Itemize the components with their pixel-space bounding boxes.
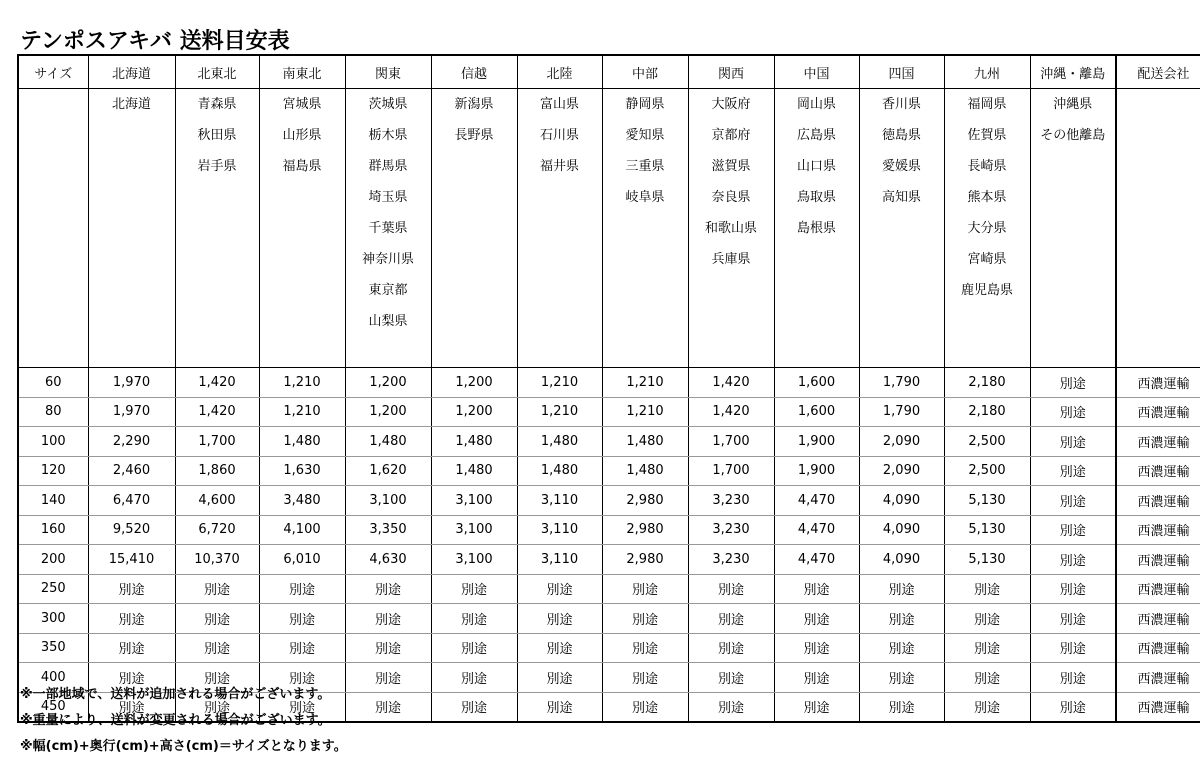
rate-cell: 1,480: [345, 427, 431, 457]
rate-cell: 1,700: [688, 427, 774, 457]
table-row: [18, 397, 1200, 427]
rate-cell: 別途: [1030, 574, 1116, 604]
prefecture-name: 長崎県: [967, 159, 1007, 174]
rate-cell: 別途: [774, 633, 859, 663]
region-prefectures: [859, 89, 944, 368]
carrier-cell: 西濃運輸: [1116, 633, 1200, 663]
column-header: 配送会社: [1116, 55, 1200, 89]
rate-cell: 3,230: [688, 486, 774, 516]
rate-cell: 1,200: [431, 368, 517, 398]
prefecture-name: 岐阜県: [625, 190, 665, 205]
column-header: 沖縄・離島: [1030, 55, 1116, 89]
rate-cell: 別途: [859, 692, 944, 722]
rate-cell: 4,630: [345, 545, 431, 575]
rate-cell: 1,970: [88, 397, 175, 427]
rate-cell: 別途: [774, 604, 859, 634]
rate-cell: 別途: [774, 663, 859, 693]
rate-cell: 2,980: [602, 486, 688, 516]
column-header: 関東: [345, 55, 431, 89]
prefecture-name: 島根県: [796, 221, 836, 236]
rate-cell: 4,090: [859, 515, 944, 545]
rate-cell: 1,790: [859, 397, 944, 427]
prefecture-name: 福岡県: [967, 97, 1007, 112]
rate-cell: 4,470: [774, 545, 859, 575]
prefecture-name: 東京都: [368, 283, 408, 298]
region-prefectures: [774, 89, 859, 368]
rate-cell: 1,620: [345, 456, 431, 486]
table-row: [18, 515, 1200, 545]
rate-cell: 別途: [859, 604, 944, 634]
size-cell: 160: [18, 515, 88, 545]
rate-cell: 2,090: [859, 456, 944, 486]
carrier-cell: 西濃運輸: [1116, 574, 1200, 604]
rate-cell: 別途: [1030, 545, 1116, 575]
rate-cell: 5,130: [944, 486, 1030, 516]
rate-cell: 別途: [859, 574, 944, 604]
prefecture-name: 大分県: [967, 221, 1007, 236]
rate-cell: 2,980: [602, 515, 688, 545]
rate-cell: 別途: [688, 633, 774, 663]
column-header: 関西: [688, 55, 774, 89]
size-cell: 400: [18, 663, 88, 693]
size-cell: 80: [18, 397, 88, 427]
prefecture-name: 岩手県: [197, 159, 237, 174]
shipping-rate-table: [17, 54, 1200, 723]
rate-cell: 別途: [859, 663, 944, 693]
rate-cell: 別途: [88, 574, 175, 604]
notes: [20, 682, 347, 760]
rate-cell: 3,110: [517, 545, 602, 575]
rate-cell: 別途: [175, 633, 259, 663]
rate-cell: 別途: [944, 633, 1030, 663]
rate-cell: 9,520: [88, 515, 175, 545]
rate-cell: 1,480: [602, 456, 688, 486]
rate-cell: 1,420: [175, 368, 259, 398]
prefecture-name: 山梨県: [368, 314, 408, 329]
size-cell: 200: [18, 545, 88, 575]
rate-cell: 1,210: [517, 368, 602, 398]
prefecture-name: 徳島県: [881, 128, 921, 143]
region-prefectures: [259, 89, 345, 368]
prefecture-name: 富山県: [539, 97, 579, 112]
rate-cell: 別途: [345, 574, 431, 604]
rate-cell: 2,290: [88, 427, 175, 457]
rate-cell: 2,180: [944, 368, 1030, 398]
carrier-cell: 西濃運輸: [1116, 545, 1200, 575]
prefecture-name: 岡山県: [796, 97, 836, 112]
rate-cell: 別途: [175, 604, 259, 634]
rate-cell: 別途: [88, 604, 175, 634]
table-row: [18, 545, 1200, 575]
rate-cell: 1,630: [259, 456, 345, 486]
prefecture-name: 埼玉県: [368, 190, 408, 205]
prefecture-row: [18, 89, 1200, 368]
rate-cell: 別途: [602, 663, 688, 693]
column-header: 中部: [602, 55, 688, 89]
region-prefectures: [88, 89, 175, 368]
size-cell: 300: [18, 604, 88, 634]
rate-cell: 3,110: [517, 486, 602, 516]
rate-cell: 別途: [688, 692, 774, 722]
prefecture-name: 高知県: [881, 190, 921, 205]
prefecture-name: 熊本県: [967, 190, 1007, 205]
rate-cell: 1,860: [175, 456, 259, 486]
rate-cell: 4,090: [859, 486, 944, 516]
rate-cell: 別途: [1030, 486, 1116, 516]
rate-cell: 2,090: [859, 427, 944, 457]
prefecture-name: 山形県: [282, 128, 322, 143]
prefecture-name: 福井県: [539, 159, 579, 174]
size-cell: 350: [18, 633, 88, 663]
prefecture-name: 大阪府: [711, 97, 751, 112]
rate-cell: 別途: [944, 692, 1030, 722]
column-header: 信越: [431, 55, 517, 89]
rate-cell: 1,900: [774, 456, 859, 486]
rate-cell: 別途: [944, 604, 1030, 634]
rate-cell: 3,100: [431, 486, 517, 516]
rate-cell: 別途: [1030, 397, 1116, 427]
prefecture-name: 滋賀県: [711, 159, 751, 174]
table-row: [18, 456, 1200, 486]
rate-cell: 3,230: [688, 545, 774, 575]
prefecture-name: 群馬県: [368, 159, 408, 174]
rate-cell: 別途: [431, 663, 517, 693]
prefecture-name: 福島県: [282, 159, 322, 174]
rate-cell: 別途: [175, 663, 259, 693]
size-cell: 140: [18, 486, 88, 516]
column-header: 中国: [774, 55, 859, 89]
size-cell: 450: [18, 692, 88, 722]
rate-cell: 別途: [859, 633, 944, 663]
carrier-cell: 西濃運輸: [1116, 368, 1200, 398]
rate-cell: 1,210: [259, 368, 345, 398]
prefecture-name: 鳥取県: [796, 190, 836, 205]
column-header: サイズ: [18, 55, 88, 89]
rate-cell: 2,980: [602, 545, 688, 575]
prefecture-name: 青森県: [197, 97, 237, 112]
prefecture-name: 秋田県: [197, 128, 237, 143]
prefecture-name: 神奈川県: [361, 252, 414, 267]
rate-cell: 3,350: [345, 515, 431, 545]
region-prefectures: [1116, 89, 1200, 368]
prefecture-name: 愛媛県: [881, 159, 921, 174]
size-cell: 60: [18, 368, 88, 398]
rate-cell: 別途: [431, 633, 517, 663]
rate-cell: 別途: [517, 604, 602, 634]
region-prefectures: [688, 89, 774, 368]
rate-cell: 別途: [774, 692, 859, 722]
rate-cell: 別途: [259, 604, 345, 634]
carrier-cell: 西濃運輸: [1116, 604, 1200, 634]
rate-cell: 6,470: [88, 486, 175, 516]
column-header: 北東北: [175, 55, 259, 89]
rate-cell: 別途: [602, 633, 688, 663]
rate-cell: 10,370: [175, 545, 259, 575]
rate-cell: 1,200: [431, 397, 517, 427]
region-prefectures: [517, 89, 602, 368]
rate-cell: 別途: [944, 574, 1030, 604]
rate-cell: 15,410: [88, 545, 175, 575]
carrier-cell: 西濃運輸: [1116, 692, 1200, 722]
table-row: [18, 486, 1200, 516]
rate-cell: 別途: [774, 574, 859, 604]
region-prefectures: [944, 89, 1030, 368]
rate-cell: 別途: [88, 633, 175, 663]
rate-cell: 5,130: [944, 545, 1030, 575]
prefecture-name: 三重県: [625, 159, 665, 174]
rate-cell: 別途: [517, 692, 602, 722]
carrier-cell: 西濃運輸: [1116, 397, 1200, 427]
rate-cell: 別途: [345, 692, 431, 722]
prefecture-name: 千葉県: [368, 221, 408, 236]
size-cell: 100: [18, 427, 88, 457]
rate-cell: 1,970: [88, 368, 175, 398]
prefecture-name: 愛知県: [625, 128, 665, 143]
rate-cell: 6,720: [175, 515, 259, 545]
rate-cell: 3,480: [259, 486, 345, 516]
rate-cell: 1,600: [774, 397, 859, 427]
rate-cell: 別途: [259, 663, 345, 693]
prefecture-name: 新潟県: [454, 97, 494, 112]
region-prefectures: [602, 89, 688, 368]
size-cell: 250: [18, 574, 88, 604]
rate-cell: 1,210: [602, 368, 688, 398]
rate-cell: 4,100: [259, 515, 345, 545]
prefecture-name: その他離島: [1040, 128, 1106, 143]
rate-cell: 別途: [688, 604, 774, 634]
rate-cell: 1,200: [345, 368, 431, 398]
carrier-cell: 西濃運輸: [1116, 486, 1200, 516]
rate-cell: 別途: [345, 633, 431, 663]
prefecture-name: 和歌山県: [704, 221, 757, 236]
prefecture-name: 宮城県: [282, 97, 322, 112]
rate-cell: 3,100: [345, 486, 431, 516]
column-header: 九州: [944, 55, 1030, 89]
rate-cell: 1,900: [774, 427, 859, 457]
page-title: テンポスアキバ 送料目安表: [20, 29, 290, 54]
rate-cell: 1,480: [602, 427, 688, 457]
region-prefectures: [1030, 89, 1116, 368]
rate-cell: 4,470: [774, 486, 859, 516]
rate-cell: 1,200: [345, 397, 431, 427]
rate-cell: 別途: [1030, 515, 1116, 545]
rate-cell: 1,600: [774, 368, 859, 398]
column-header: 北陸: [517, 55, 602, 89]
rate-cell: 別途: [1030, 692, 1116, 722]
rate-cell: 5,130: [944, 515, 1030, 545]
region-prefectures: [175, 89, 259, 368]
carrier-cell: 西濃運輸: [1116, 427, 1200, 457]
rate-cell: 4,090: [859, 545, 944, 575]
rate-cell: 別途: [431, 604, 517, 634]
prefecture-name: 香川県: [881, 97, 921, 112]
rate-cell: 3,110: [517, 515, 602, 545]
rate-cell: 別途: [1030, 604, 1116, 634]
prefecture-name: 京都府: [711, 128, 751, 143]
rate-cell: 1,420: [175, 397, 259, 427]
rate-cell: 2,500: [944, 427, 1030, 457]
table-row: [18, 427, 1200, 457]
rate-cell: 別途: [88, 663, 175, 693]
rate-cell: 別途: [602, 574, 688, 604]
rate-cell: 別途: [345, 663, 431, 693]
rate-cell: 別途: [1030, 633, 1116, 663]
table-row: [18, 574, 1200, 604]
rate-cell: 1,790: [859, 368, 944, 398]
rate-cell: 別途: [345, 604, 431, 634]
rate-cell: 別途: [517, 663, 602, 693]
rate-cell: 1,210: [602, 397, 688, 427]
rate-cell: 別途: [175, 692, 259, 722]
prefecture-name: 鹿児島県: [960, 283, 1013, 298]
rate-cell: 6,010: [259, 545, 345, 575]
table-row: [18, 368, 1200, 398]
region-prefectures: [345, 89, 431, 368]
rate-cell: 別途: [602, 604, 688, 634]
rate-cell: 1,420: [688, 397, 774, 427]
rate-cell: 別途: [1030, 663, 1116, 693]
rate-cell: 別途: [517, 633, 602, 663]
prefecture-name: 沖縄県: [1053, 97, 1093, 112]
prefecture-name: 奈良県: [711, 190, 751, 205]
rate-cell: 別途: [175, 574, 259, 604]
carrier-cell: 西濃運輸: [1116, 515, 1200, 545]
rate-cell: 3,230: [688, 515, 774, 545]
prefecture-name: 北海道: [111, 97, 151, 112]
prefecture-name: 静岡県: [625, 97, 665, 112]
rate-cell: 1,480: [259, 427, 345, 457]
prefecture-name: 栃木県: [368, 128, 408, 143]
prefecture-name: 広島県: [796, 128, 836, 143]
rate-cell: 1,700: [688, 456, 774, 486]
rate-cell: 別途: [688, 574, 774, 604]
rate-cell: 別途: [517, 574, 602, 604]
rate-cell: 4,470: [774, 515, 859, 545]
rate-cell: 1,480: [517, 456, 602, 486]
note-line: ※重量により、送料が変更される場合がございます。: [20, 713, 331, 728]
note-line: ※幅(cm)+奥行(cm)+高さ(cm)＝サイズとなります。: [20, 739, 347, 754]
rate-cell: 1,480: [431, 456, 517, 486]
rate-cell: 3,100: [431, 515, 517, 545]
rate-cell: 別途: [1030, 427, 1116, 457]
rate-cell: 1,700: [175, 427, 259, 457]
rate-cell: 別途: [1030, 368, 1116, 398]
prefecture-name: 石川県: [539, 128, 579, 143]
column-header: 南東北: [259, 55, 345, 89]
rate-cell: 別途: [259, 574, 345, 604]
note-line: ※一部地域で、送料が追加される場合がございます。: [20, 687, 331, 702]
carrier-cell: 西濃運輸: [1116, 456, 1200, 486]
rate-cell: 4,600: [175, 486, 259, 516]
region-prefectures: [431, 89, 517, 368]
rate-cell: 2,460: [88, 456, 175, 486]
rate-cell: 別途: [431, 692, 517, 722]
rate-cell: 別途: [688, 663, 774, 693]
prefecture-name: 宮崎県: [967, 252, 1007, 267]
size-cell: 120: [18, 456, 88, 486]
prefecture-name: 山口県: [796, 159, 836, 174]
prefecture-name: 茨城県: [368, 97, 408, 112]
column-header: 北海道: [88, 55, 175, 89]
rate-cell: 別途: [1030, 456, 1116, 486]
rate-cell: 1,210: [517, 397, 602, 427]
rate-cell: 別途: [259, 692, 345, 722]
table-row: [18, 633, 1200, 663]
table-row: [18, 604, 1200, 634]
rate-cell: 2,500: [944, 456, 1030, 486]
prefecture-name: 佐賀県: [967, 128, 1007, 143]
rate-cell: 2,180: [944, 397, 1030, 427]
column-header: 四国: [859, 55, 944, 89]
rate-cell: 1,420: [688, 368, 774, 398]
rate-cell: 1,480: [431, 427, 517, 457]
rate-cell: 別途: [431, 574, 517, 604]
rate-cell: 別途: [259, 633, 345, 663]
rate-cell: 別途: [88, 692, 175, 722]
rate-cell: 3,100: [431, 545, 517, 575]
prefecture-name: 兵庫県: [711, 252, 751, 267]
region-prefectures: [18, 89, 88, 368]
rate-cell: 別途: [602, 692, 688, 722]
rate-cell: 別途: [944, 663, 1030, 693]
rate-cell: 1,210: [259, 397, 345, 427]
carrier-cell: 西濃運輸: [1116, 663, 1200, 693]
rate-cell: 1,480: [517, 427, 602, 457]
table-header-row: [18, 55, 1200, 89]
prefecture-name: 長野県: [454, 128, 494, 143]
